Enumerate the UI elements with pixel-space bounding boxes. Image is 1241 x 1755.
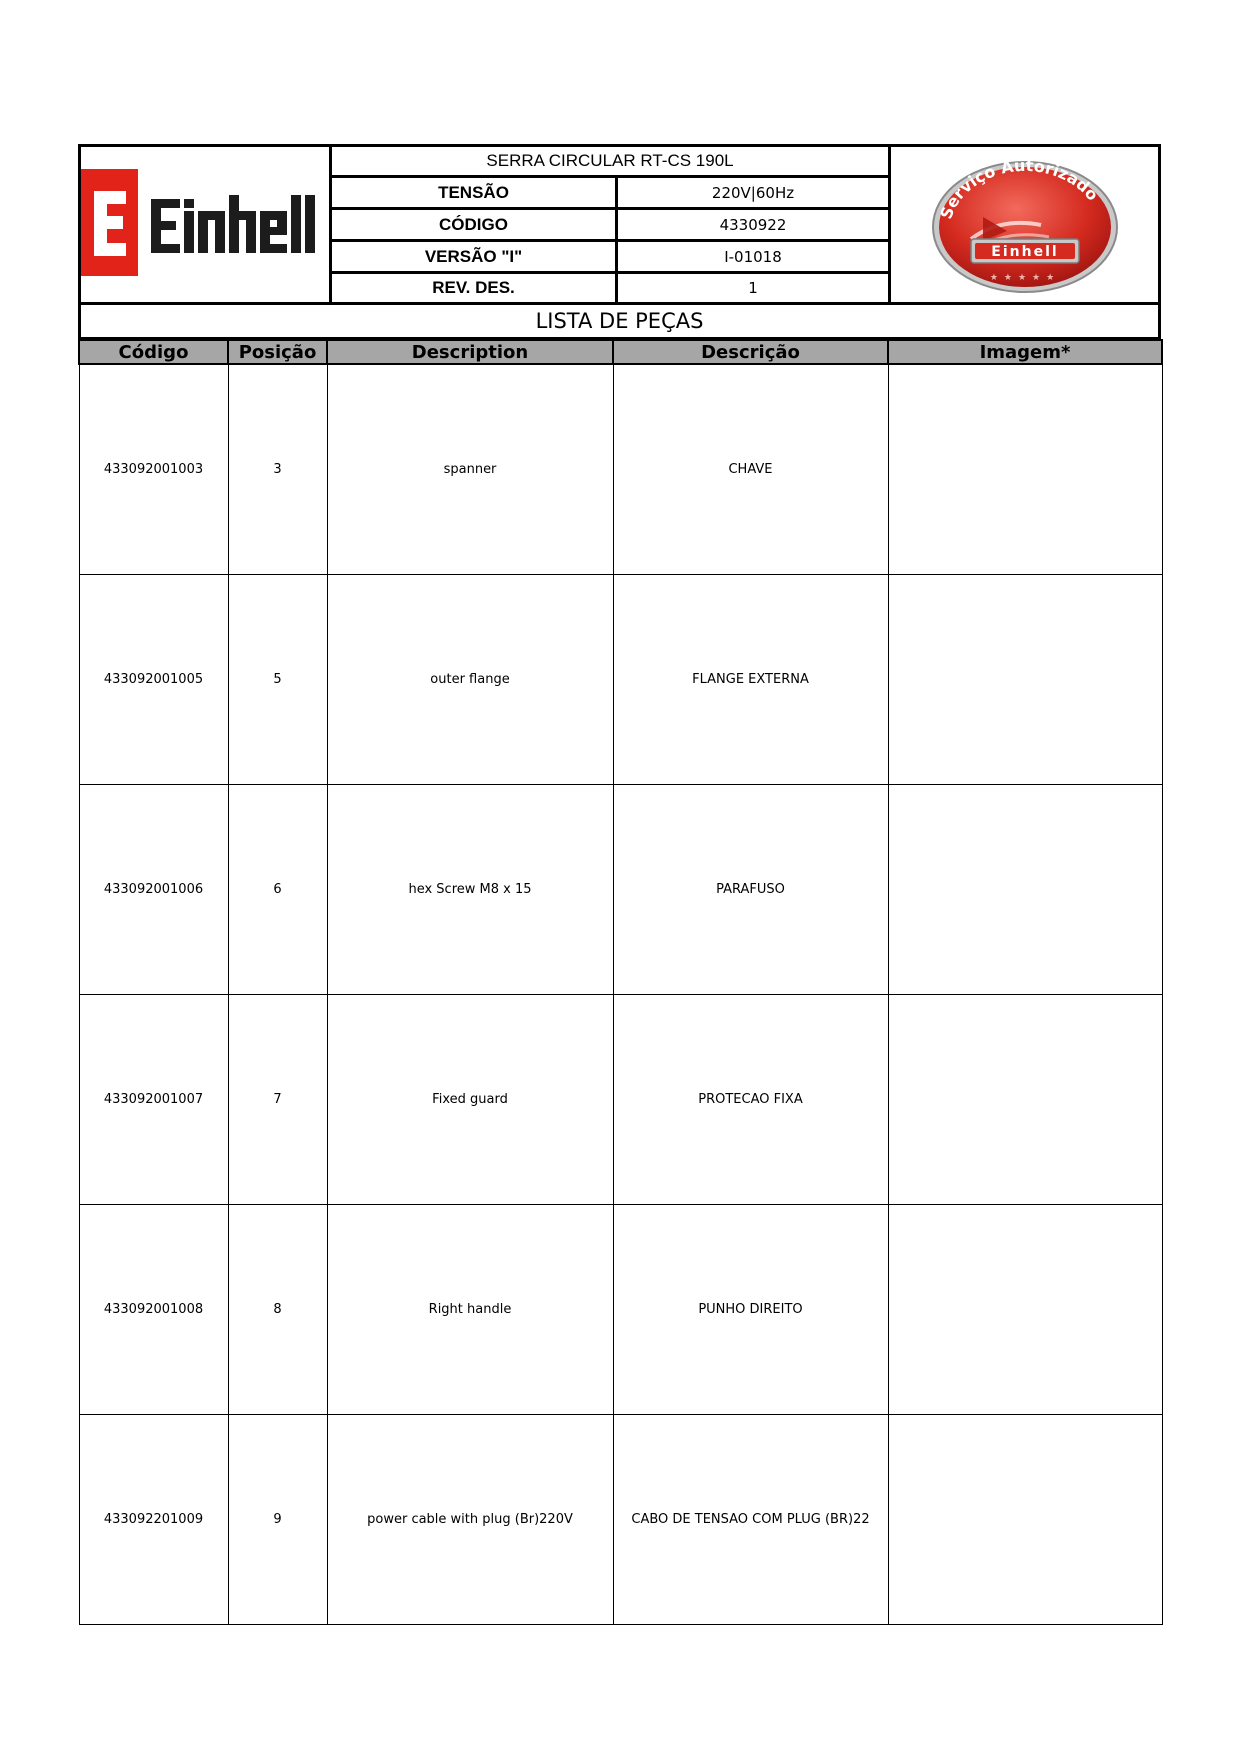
table-row [79, 575, 1162, 785]
cell-descricao: CHAVE [613, 364, 888, 575]
cell-description: hex Screw M8 x 15 [327, 785, 613, 995]
version-label: VERSÃO "I" [332, 242, 618, 271]
table-row [79, 785, 1162, 995]
cell-imagem [888, 1415, 1162, 1625]
cell-description: outer flange [327, 575, 613, 785]
cell-descricao: CABO DE TENSAO COM PLUG (BR)22 [613, 1415, 888, 1625]
cell-descricao: FLANGE EXTERNA [613, 575, 888, 785]
revision-row [332, 274, 888, 302]
column-header-imagem: Imagem* [888, 340, 1162, 364]
document-header [78, 144, 1161, 305]
code-label: CÓDIGO [332, 210, 618, 239]
einhell-logo [81, 147, 329, 302]
revision-value: 1 [748, 279, 758, 297]
cell-descricao: PUNHO DIREITO [613, 1205, 888, 1415]
revision-label: REV. DES. [332, 274, 618, 302]
authorized-service-badge [891, 147, 1158, 302]
cell-posicao: 8 [228, 1205, 327, 1415]
cell-codigo: 433092201009 [79, 1415, 228, 1625]
code-value: 4330922 [719, 215, 787, 234]
cell-posicao: 5 [228, 575, 327, 785]
cell-description: Fixed guard [327, 995, 613, 1205]
cell-imagem [888, 1205, 1162, 1415]
cell-posicao: 9 [228, 1415, 327, 1625]
cell-description: Right handle [327, 1205, 613, 1415]
product-title: SERRA CIRCULAR RT-CS 190L [332, 147, 888, 178]
svg-text:Serviço Autorizado: Serviço Autorizado [936, 155, 1103, 222]
column-header-codigo: Código [79, 340, 228, 364]
cell-imagem [888, 364, 1162, 575]
column-header-description: Description [327, 340, 613, 364]
table-row [79, 364, 1162, 575]
column-header-posicao: Posição [228, 340, 327, 364]
version-row [332, 242, 888, 274]
cell-posicao: 3 [228, 364, 327, 575]
cell-codigo: 433092001007 [79, 995, 228, 1205]
parts-table [78, 339, 1163, 1625]
voltage-row [332, 178, 888, 210]
svg-text:Einhell: Einhell [991, 244, 1059, 260]
table-header-row [79, 340, 1162, 364]
cell-posicao: 6 [228, 785, 327, 995]
cell-description: power cable with plug (Br)220V [327, 1415, 613, 1625]
voltage-value: 220V|60Hz [711, 183, 795, 202]
voltage-label: TENSÃO [332, 178, 618, 207]
cell-descricao: PROTECAO FIXA [613, 995, 888, 1205]
cell-description: spanner [327, 364, 613, 575]
section-title: LISTA DE PEÇAS [78, 304, 1161, 340]
cell-imagem [888, 995, 1162, 1205]
cell-imagem [888, 575, 1162, 785]
cell-posicao: 7 [228, 995, 327, 1205]
cell-codigo: 433092001008 [79, 1205, 228, 1415]
cell-imagem [888, 785, 1162, 995]
code-row [332, 210, 888, 242]
table-row [79, 995, 1162, 1205]
version-value: I-01018 [724, 247, 782, 266]
product-info-block [329, 147, 891, 302]
cell-descricao: PARAFUSO [613, 785, 888, 995]
table-row [79, 1205, 1162, 1415]
cell-codigo: 433092001006 [79, 785, 228, 995]
cell-codigo: 433092001003 [79, 364, 228, 575]
table-row [79, 1415, 1162, 1625]
column-header-descricao: Descrição [613, 340, 888, 364]
svg-text:★★★★★: ★★★★★ [989, 273, 1061, 283]
cell-codigo: 433092001005 [79, 575, 228, 785]
